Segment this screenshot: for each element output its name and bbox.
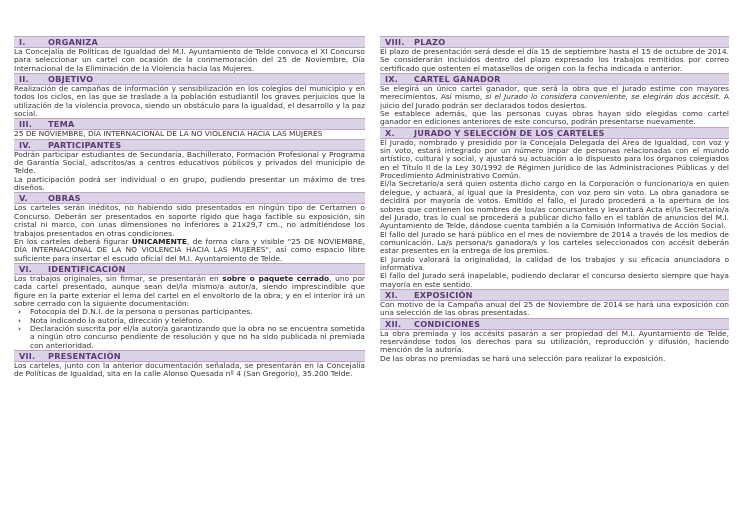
text-run: , de forma clara y visible "25 DE NOVIEMBRE, DÍA INTERNACIONAL DE LA NO VIOLENCIA HACIA LAS MUJERES", así como espacio libre suficiente para insertar el escudo oficial del M.I. Ayuntamiento de Telde. bbox=[14, 236, 365, 263]
paragraph: Se establece además, que las personas cuyas obras hayan sido elegidas como cartel ganador en ediciones anteriores de este concurso, podrán presentarse nuevamente. bbox=[380, 109, 729, 127]
section-title: CONDICIONES bbox=[414, 318, 481, 329]
left-column bbox=[14, 36, 365, 379]
paragraph: Realización de campañas de información y sensibilización en los colegios del municipio y en todos los ciclos, en las que se traslade a la población estudiantil los graves perjuicios que la utilización de la violencia provoca, siendo un obstáculo para la igualdad, el desarrollo y la paz social. bbox=[14, 84, 365, 119]
paragraph: El fallo del Jurado se hará público en el mes de noviembre de 2014 a través de los medios de comunicación. La/s persona/s ganadora/s y los carteles seleccionados con accésit deberán estar presentes en la entrega de los premios. bbox=[380, 229, 729, 256]
paragraph: El fallo del Jurado será inapelable, pudiendo declarar el concurso desierto siempre que haya mayoría en este sentido. bbox=[380, 271, 729, 289]
paragraph: El Jurado, nombrado y presidido por la Concejala Delegada del Área de Igualdad, con voz y sin voto, estará integrado por un número impar de personas relacionadas con el mundo artístico, cultural y social, y ajustará su actuación a lo dispuesto para los órganos colegiados en el Título II de la Ley 30/1992 de Régimen Jurídico de las Administraciones Públicas y del Procedimiento Administrativo Común. bbox=[380, 137, 729, 181]
list-item: › Nota indicando la autoría, dirección y teléfono. bbox=[14, 317, 365, 325]
section-title: OBRAS bbox=[48, 193, 81, 204]
list-item: › Declaración suscrita por el/la autor/a garantizando que la obra no se encuentra sometida a ningún otro concurso pendiente de resolución y que no ha sido publicada ni premiada con anterioridad. bbox=[14, 325, 365, 350]
section-number: VII. bbox=[19, 350, 36, 361]
section-header-jurado bbox=[380, 127, 729, 139]
section-header-participantes bbox=[14, 139, 365, 151]
section-number: II. bbox=[19, 74, 29, 85]
paragraph: Podrán participar estudiantes de Secundaria, Bachillerato, Formación Profesional y Programa de Garantía Social, adscritos/as a centros educativos públicos y privados del municipio de Telde. bbox=[14, 149, 365, 176]
bold-text: sobre o paquete cerrado bbox=[222, 273, 330, 283]
bold-text: ÚNICAMENTE bbox=[131, 236, 187, 246]
section-number: I. bbox=[19, 37, 26, 47]
section-title: ORGANIZA bbox=[48, 37, 99, 47]
section-number: X. bbox=[385, 127, 395, 138]
section-number: VIII. bbox=[385, 37, 405, 47]
text-run: Se elegirá un único cartel ganador, que será la obra que el Jurado estime con mayores merecimientos. Así mismo, bbox=[380, 84, 729, 102]
text-run: Los trabajos originales, sin firmar, se presentarán en bbox=[14, 273, 223, 283]
italic-text: si el Jurado lo considera conveniente, se elegirán dos accésit bbox=[485, 92, 719, 102]
paragraph: 25 DE NOVIEMBRE, DÍA INTERNACIONAL DE LA NO VIOLENCIA HACIA LAS MUJERES bbox=[14, 129, 323, 139]
section-header-condiciones bbox=[380, 318, 729, 330]
paragraph: El plazo de presentación será desde el día 15 de septiembre hasta el 15 de octubre de 2014. Se considerarán incluidos dentro del plazo expresado los trabajos remitidos por correo certificado que ostenten el matasellos de origen con la fecha indicada o anterior. bbox=[380, 47, 729, 73]
paragraph: La obra premiada y los accésits pasarán a ser propiedad del M.I. Ayuntamiento de Telde, reservándose todos los derechos para su utilización, reproducción y difusión, haciendo mención de la autoría. bbox=[380, 328, 729, 355]
section-title: CARTEL GANADOR bbox=[414, 74, 501, 85]
section-title: IDENTIFICACIÓN bbox=[48, 263, 126, 274]
paragraph: Los carteles serán inéditos, no habiendo sido presentados en ningún tipo de Certamen o Concurso. Deberán ser presentados en soporte rígido que haga factible su exposición, sin cristal ni marco, con unas dimensiones no inferiores a 21x29,7 cm., no admitiéndose los trabajos presentados en otras condiciones. bbox=[14, 203, 365, 238]
section-number: IV. bbox=[19, 139, 32, 150]
list-item: › Fotocopia del D.N.I. de la persona o personas participantes. bbox=[14, 308, 365, 316]
section-title: PLAZO bbox=[414, 37, 446, 47]
paragraph: Los carteles, junto con la anterior documentación señalada, se presentarán en la Concejalía de Políticas de Igualdad, sita en la calle Alonso Quesada nº 4 (San Gregorio), 35.200 Telde. bbox=[14, 360, 365, 379]
paragraph: El Jurado valorará la originalidad, la calidad de los trabajos y su eficacia anunciadora o informativa. bbox=[380, 254, 729, 272]
text-run: . A juicio del Jurado podrán ser declarados todos desiertos. bbox=[380, 92, 729, 110]
paragraph: El/la Secretario/a será quien ostenta dicho cargo en la Corporación o funcionario/a en quien delegue, y actuará, al igual que la Presidenta, con voz pero sin voto. La obra ganadora se decidirá por mayoría de votos. Emitido el fallo, el Jurado procederá a la apertura de los sobres que contienen los nombres de los/as concursantes y levantará Acta el/la Secretario/a del Jurado, tras lo cual se procederá a publicar dicho fallo en el tablón de anuncios del M.I. Ayuntamiento de Telde, dándose cuenta también a la Comisión Informativa de Acción Social. bbox=[380, 179, 729, 231]
text-run: En los carteles deberá figurar bbox=[14, 236, 132, 246]
section-title: PRESENTACIÓN bbox=[48, 350, 121, 361]
paragraph bbox=[14, 275, 365, 308]
paragraph: La participación podrá ser individual o en grupo, pudiendo presentar un máximo de tres diseños. bbox=[14, 174, 365, 193]
section-number: III. bbox=[19, 119, 33, 130]
section-number: IX. bbox=[385, 74, 399, 85]
right-column bbox=[380, 36, 729, 363]
section-title: EXPOSICIÓN bbox=[414, 289, 473, 300]
paragraph: De las obras no premiadas se hará una selección para realizar la exposición. bbox=[380, 353, 666, 363]
section-title: PARTICIPANTES bbox=[48, 139, 122, 150]
section-number: XII. bbox=[385, 318, 402, 329]
section-title: OBJETIVO bbox=[48, 74, 94, 85]
paragraph bbox=[380, 85, 729, 110]
documentation-list bbox=[14, 308, 365, 350]
paragraph: Con motivo de la Campaña anual del 25 de Noviembre de 2014 se hará una exposición con una selección de las obras presentadas. bbox=[380, 299, 729, 318]
section-title: JURADO Y SELECCIÓN DE LOS CARTELES bbox=[414, 127, 605, 138]
section-number: XI. bbox=[385, 289, 399, 300]
section-number: VI. bbox=[19, 263, 33, 274]
section-title: TEMA bbox=[48, 119, 75, 130]
paragraph: La Concejalía de Políticas de Igualdad del M.I. Ayuntamiento de Telde convoca el XI Concurso para seleccionar un cartel con ocasión de la conmemoración del 25 de Noviembre, Día Internacional de la Eliminación de la Violencia hacia las Mujeres. bbox=[14, 47, 365, 73]
text-run: , uno por cada cartel presentado, aunque sean del/la mismo/a autor/a, siendo imprescindible que figure en la parte exterior el lema del cartel en el envoltorio de la obra; y en el interior irá un sobre cerrado con la siguiente documentación: bbox=[14, 273, 365, 308]
section-number: V. bbox=[19, 193, 28, 204]
paragraph bbox=[14, 238, 365, 263]
